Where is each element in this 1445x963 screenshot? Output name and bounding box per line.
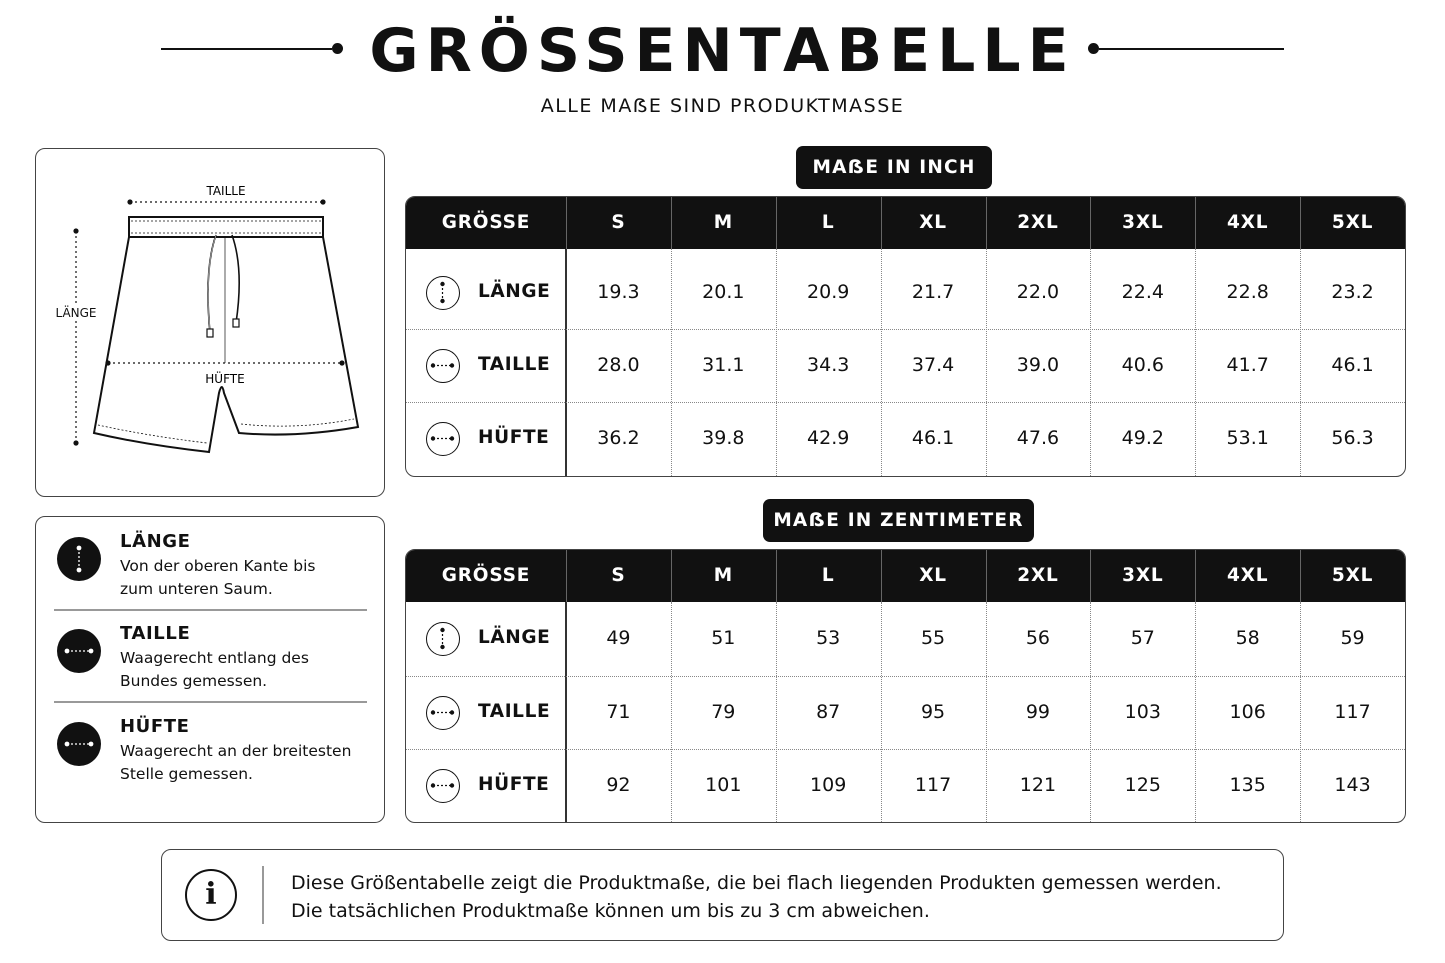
horizontal-measure-icon bbox=[426, 349, 460, 383]
size-header-4xl: 4XL bbox=[1227, 565, 1269, 586]
cm-size-table bbox=[405, 549, 1406, 823]
table-cell: 49 bbox=[606, 626, 631, 649]
header-divider bbox=[776, 197, 777, 249]
legend-item-length bbox=[36, 517, 386, 609]
size-header-2xl: 2XL bbox=[1017, 565, 1059, 586]
table-cell: 41.7 bbox=[1226, 353, 1269, 376]
size-header-l: L bbox=[821, 565, 835, 586]
row-label-text: LÄNGE bbox=[478, 626, 551, 648]
table-cell: 106 bbox=[1229, 700, 1266, 723]
shorts-diagram-panel bbox=[35, 148, 385, 497]
divider bbox=[262, 866, 264, 924]
inch-section-badge: MAẞE IN INCH bbox=[796, 146, 992, 189]
row-label-text: TAILLE bbox=[478, 700, 551, 722]
header-divider bbox=[1300, 550, 1301, 602]
table-cell: 51 bbox=[711, 626, 736, 649]
waist-label: TAILLE bbox=[206, 184, 246, 198]
vertical-measure-icon bbox=[426, 622, 460, 656]
table-cell: 46.1 bbox=[911, 426, 955, 449]
header-divider bbox=[566, 550, 567, 602]
hip-label: HÜFTE bbox=[205, 372, 245, 386]
header-divider bbox=[671, 197, 672, 249]
size-header-4xl: 4XL bbox=[1227, 212, 1269, 233]
table-cell: 58 bbox=[1235, 626, 1260, 649]
table-cell: 21.7 bbox=[911, 280, 955, 303]
table-cell: 31.1 bbox=[702, 353, 745, 376]
table-cell: 36.2 bbox=[597, 426, 640, 449]
table-cell: 39.0 bbox=[1016, 353, 1060, 376]
size-header-s: S bbox=[611, 565, 626, 586]
measurement-legend-panel bbox=[35, 516, 385, 823]
shorts-diagram bbox=[36, 149, 386, 498]
table-cell: 117 bbox=[1334, 700, 1371, 723]
table-cell: 42.9 bbox=[807, 426, 850, 449]
row-label-hüfte bbox=[406, 749, 566, 822]
table-cell: 23.2 bbox=[1331, 280, 1374, 303]
header-divider bbox=[1195, 197, 1196, 249]
size-header-5xl: 5XL bbox=[1331, 212, 1374, 233]
header-divider bbox=[671, 550, 672, 602]
size-header-xl: XL bbox=[919, 212, 947, 233]
table-cell: 95 bbox=[920, 700, 946, 723]
table-header-row bbox=[406, 550, 1405, 602]
size-header-xl: XL bbox=[919, 565, 947, 586]
header-divider bbox=[881, 550, 882, 602]
legend-item-hip bbox=[36, 702, 386, 794]
table-cell: 28.0 bbox=[597, 353, 640, 376]
horizontal-measure-icon bbox=[57, 629, 101, 673]
size-header-2xl: 2XL bbox=[1017, 212, 1059, 233]
header-divider bbox=[881, 197, 882, 249]
table-cell: 59 bbox=[1340, 626, 1365, 649]
legend-item-waist bbox=[36, 609, 386, 701]
table-cell: 87 bbox=[816, 700, 841, 723]
legend-title: LÄNGE bbox=[120, 531, 191, 552]
inch-size-table bbox=[405, 196, 1406, 477]
table-cell: 101 bbox=[705, 773, 742, 796]
table-cell: 39.8 bbox=[702, 426, 745, 449]
size-header-s: S bbox=[611, 212, 626, 233]
table-cell: 19.3 bbox=[597, 280, 640, 303]
legend-description: Von der oberen Kante bis zum unteren Saum. bbox=[120, 557, 316, 598]
size-column-header: GRÖSSE bbox=[441, 565, 531, 586]
table-cell: 34.3 bbox=[807, 353, 850, 376]
table-cell: 22.4 bbox=[1121, 280, 1164, 303]
row-label-taille bbox=[406, 329, 566, 402]
table-cell: 20.1 bbox=[702, 280, 745, 303]
table-cell: 55 bbox=[920, 626, 946, 649]
row-label-länge bbox=[406, 256, 566, 329]
table-cell: 47.6 bbox=[1016, 426, 1060, 449]
table-cell: 56.3 bbox=[1331, 426, 1374, 449]
table-cell: 99 bbox=[1025, 700, 1051, 723]
header-divider bbox=[1195, 550, 1196, 602]
title-row bbox=[0, 14, 1445, 86]
row-label-text: HÜFTE bbox=[478, 773, 550, 795]
table-cell: 46.1 bbox=[1331, 353, 1374, 376]
table-cell: 53 bbox=[816, 626, 841, 649]
horizontal-measure-icon bbox=[426, 769, 460, 803]
size-header-m: M bbox=[713, 565, 733, 586]
size-header-3xl: 3XL bbox=[1122, 212, 1164, 233]
table-cell: 135 bbox=[1229, 773, 1266, 796]
table-cell: 103 bbox=[1124, 700, 1161, 723]
size-header-5xl: 5XL bbox=[1331, 565, 1374, 586]
table-cell: 117 bbox=[914, 773, 952, 796]
note-text bbox=[291, 869, 1222, 925]
header-divider bbox=[986, 197, 987, 249]
row-label-länge bbox=[406, 602, 566, 675]
table-cell: 22.8 bbox=[1226, 280, 1269, 303]
table-cell: 56 bbox=[1025, 626, 1051, 649]
legend-description: Waagerecht entlang des Bundes gemessen. bbox=[120, 649, 309, 690]
table-cell: 40.6 bbox=[1121, 353, 1164, 376]
table-cell: 49.2 bbox=[1121, 426, 1164, 449]
cm-section-badge: MAẞE IN ZENTIMETER bbox=[763, 499, 1034, 542]
table-cell: 53.1 bbox=[1226, 426, 1269, 449]
vertical-measure-icon bbox=[57, 537, 101, 581]
title-rule-right bbox=[1099, 48, 1284, 50]
legend-description: Waagerecht an der breitesten Stelle gemessen. bbox=[120, 742, 352, 783]
table-cell: 71 bbox=[606, 700, 631, 723]
row-label-hüfte bbox=[406, 402, 566, 475]
header-divider bbox=[1090, 197, 1091, 249]
table-cell: 109 bbox=[810, 773, 847, 796]
legend-title: HÜFTE bbox=[120, 716, 190, 737]
row-label-text: LÄNGE bbox=[478, 280, 551, 302]
table-cell: 20.9 bbox=[807, 280, 850, 303]
header-divider bbox=[1300, 197, 1301, 249]
title-dot-right bbox=[1088, 43, 1099, 54]
row-label-text: HÜFTE bbox=[478, 426, 550, 448]
size-header-3xl: 3XL bbox=[1122, 565, 1164, 586]
horizontal-measure-icon bbox=[426, 422, 460, 456]
page-subtitle: ALLE MAẞE SIND PRODUKTMASSE bbox=[540, 95, 905, 117]
row-label-text: TAILLE bbox=[478, 353, 551, 375]
size-header-l: L bbox=[821, 212, 835, 233]
size-column-header: GRÖSSE bbox=[441, 212, 531, 233]
table-header-row bbox=[406, 197, 1405, 249]
horizontal-measure-icon bbox=[57, 722, 101, 766]
measurement-note bbox=[161, 849, 1284, 941]
table-cell: 92 bbox=[606, 773, 631, 796]
table-cell: 121 bbox=[1019, 773, 1057, 796]
vertical-measure-icon bbox=[426, 276, 460, 310]
header-divider bbox=[1090, 550, 1091, 602]
header-divider bbox=[986, 550, 987, 602]
info-icon: i bbox=[185, 869, 237, 921]
row-label-taille bbox=[406, 676, 566, 749]
size-header-m: M bbox=[713, 212, 733, 233]
header-divider bbox=[566, 197, 567, 249]
table-cell: 22.0 bbox=[1016, 280, 1060, 303]
horizontal-measure-icon bbox=[426, 696, 460, 730]
table-cell: 37.4 bbox=[911, 353, 955, 376]
note-line: Die tatsächlichen Produktmaße können um bis zu 3 cm abweichen. bbox=[291, 900, 930, 922]
page-title: GRÖSSENTABELLE bbox=[369, 16, 1076, 86]
length-label: LÄNGE bbox=[55, 306, 97, 320]
table-cell: 125 bbox=[1124, 773, 1161, 796]
header-divider bbox=[776, 550, 777, 602]
table-cell: 57 bbox=[1130, 626, 1155, 649]
table-cell: 143 bbox=[1334, 773, 1371, 796]
legend-title: TAILLE bbox=[120, 623, 191, 644]
table-cell: 79 bbox=[711, 700, 736, 723]
note-line: Diese Größentabelle zeigt die Produktmaße, die bei flach liegenden Produkten gemessen werden. bbox=[291, 872, 1222, 894]
